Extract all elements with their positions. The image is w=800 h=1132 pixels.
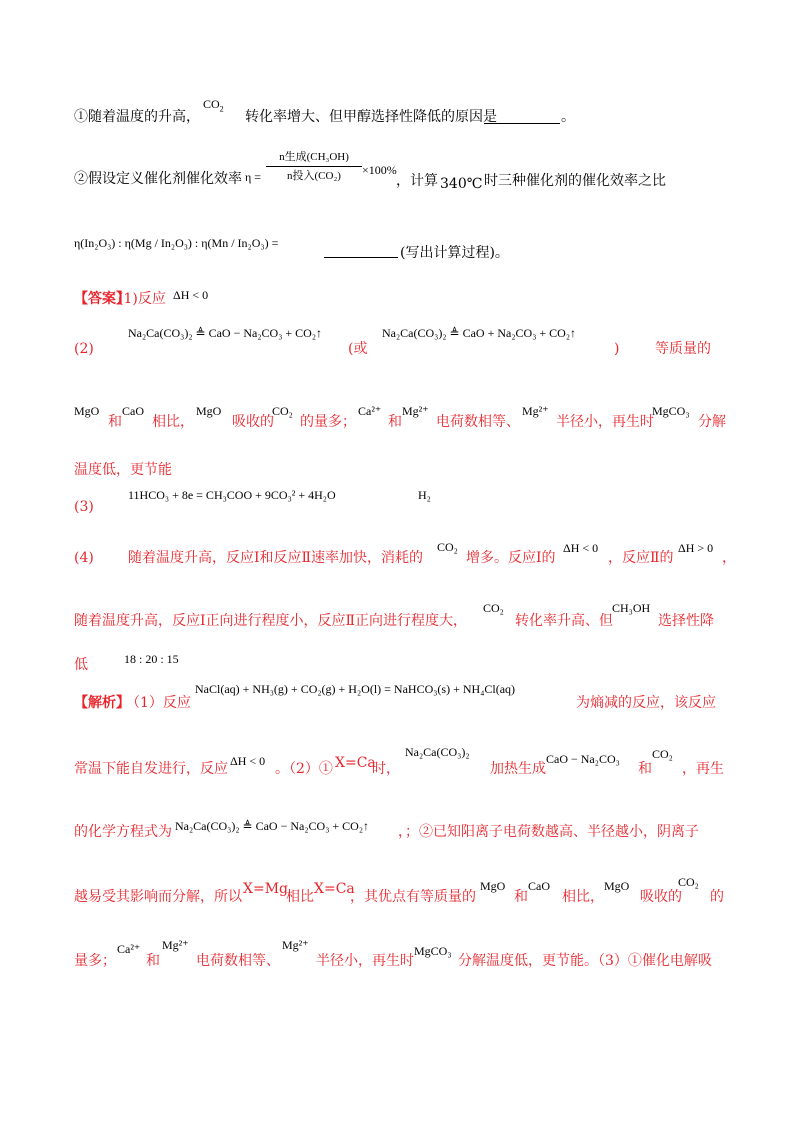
answer-2-equation-1: Na₂Ca(CO₃)₂ ≜ CaO − Na₂CO₃ + CO₂↑ [128,326,323,340]
analysis-l4d: 和 [514,889,528,905]
answer-4-line-2-ch3oh: CH₃OH [612,601,651,615]
answer-1: (1)反应 [118,291,166,307]
q1-answer-blank [484,109,560,124]
answer-4-line-2b: 转化率升高、但 [515,613,613,629]
q1-end: 。 [561,109,575,125]
analysis-l2d: 加热生成 [490,761,546,777]
a2-charge-equal: 电荷数相等、 [436,414,520,430]
a2-mgo: MgO [74,404,100,418]
a2-and: 和 [108,414,122,430]
analysis-l5a: 量多； [74,953,116,969]
q1-co2-formula: $CO_2$ [203,97,224,114]
analysis-l5c: 电荷数相等、 [196,953,280,969]
answer-2-close: ) [614,341,620,357]
analysis-l2-dh: ΔH < 0 [230,754,266,768]
analysis-l4e: 相比， [562,889,604,905]
q2-suffix2: 时三种催化剂的催化效率之比 [484,173,666,189]
answer-4-line-2c: 选择性降 [658,613,714,629]
analysis-l5e: 分解温度低，更节能。（3）①催化电解吸 [458,953,712,969]
analysis-l4-cao: CaO [528,879,550,893]
a2-cao: CaO [122,404,144,418]
answer-3-equation: 11HCO₃ + 8e = CH₃COO + 9CO₃² + 4H₂O [128,488,336,502]
analysis-l1a: （1）反应 [126,695,191,711]
analysis-l2a: 常温下能自发进行，反应 [74,761,228,777]
answer-1-formula: ΔH < 0 [173,288,209,302]
a2-compare: 相比， [152,414,194,430]
q2-ratio-suffix: (写出计算过程)。 [400,245,509,261]
answer-2-line-3: 温度低，更节能 [74,462,172,478]
answer-label: 【答案】 [74,291,130,307]
analysis-l5-ca: Ca²⁺ [117,942,141,956]
a2-decompose: 分解 [698,414,726,430]
analysis-l4-x2: X=Ca [314,881,355,897]
analysis-l4-mgo: MgO [480,879,506,893]
analysis-l4f: 吸收的 [640,889,682,905]
q1-prefix: ①随着温度的升高， [74,109,200,125]
q2-answer-blank [324,243,398,258]
analysis-l4a: 越易受其影响而分解，所以 [74,889,242,905]
analysis-l1-equation: NaCl(aq) + NH₃(g) + CO₂(g) + H₂O(l) = NaHCO₃(s) + NH₄Cl(aq) [195,682,516,696]
analysis-l2-product: CaO − Na₂CO₃ [546,752,620,766]
answer-4-dh2: ΔH > 0 [678,541,714,555]
a2-mgco3: MgCO₃ [652,404,690,418]
analysis-l4g: 的 [710,889,724,905]
analysis-l2c: 时， [372,761,400,777]
q2-prefix: ②假设定义催化剂催化效率 [74,171,242,187]
answer-4-co2: CO₂ [437,540,458,554]
answer-2-or: (或 [348,341,368,357]
q2-numerator: n生成(CH₃OH) [279,151,349,163]
answer-4-ratio: 18 : 20 : 15 [124,652,179,666]
a2-mgo-2: MgO [196,404,222,418]
analysis-l5d: 半径小，再生时 [316,953,414,969]
analysis-l4-mgo-2: MgO [604,879,630,893]
answer-3-number: (3) [74,499,94,515]
answer-4-text-3: ，反应Ⅱ的 [608,550,674,566]
q2-times-100: ×100% [362,163,397,177]
analysis-l4-co2: CO₂ [678,875,699,889]
q2-eta-eq: η = [245,170,262,184]
answer-3-h2: H₂ [418,488,431,502]
analysis-l2b: 。（2）① [275,761,333,777]
a2-ca-ion: Ca²⁺ [358,404,382,418]
analysis-l5-mg: Mg²⁺ [162,938,189,952]
answer-4-line-2a: 随着温度升高，反应Ⅰ正向进行程度小，反应Ⅱ正向进行程度大， [74,613,468,629]
q1-suffix: 转化率增大、但甲醇选择性降低的原因是 [245,109,497,125]
answer-2-equation-2: Na₂Ca(CO₃)₂ ≜ CaO + Na₂CO₃ + CO₂↑ [382,326,577,340]
analysis-l4-x1: X=Mg [243,881,288,897]
answer-4-text-4: ， [722,550,736,566]
answer-4-text-1: 随着温度升高，反应Ⅰ和反应Ⅱ速率加快，消耗的 [128,550,424,566]
analysis-l4c: ，其优点有等质量的 [350,889,476,905]
analysis-l3a: 的化学方程式为 [74,824,172,840]
analysis-l5-mg-2: Mg²⁺ [282,938,309,952]
analysis-label: 【解析】 [74,695,130,711]
answer-2-text-1: 等质量的 [655,341,711,357]
a2-absorb: 吸收的 [232,414,274,430]
analysis-l5-mgco3: MgCO₃ [414,944,452,958]
answer-4-line-3: 低 [74,657,88,673]
analysis-l2f: ，再生 [682,761,724,777]
a2-mg-ion: Mg²⁺ [402,404,429,418]
a2-more: 的量多； [300,414,356,430]
analysis-l1b: 为熵减的反应，该反应 [576,695,716,711]
answer-4-line-2-co2: CO₂ [483,601,504,615]
a2-radius: 半径小，再生时 [556,414,654,430]
answer-2-number: (2) [74,341,94,357]
analysis-l2-co2: CO₂ [652,747,673,761]
answer-4-number: (4) [74,550,94,566]
q2-fraction [266,150,362,183]
analysis-l2-x: X=Ca [335,755,376,771]
analysis-l2-compound: Na₂Ca(CO₃)₂ [405,745,470,759]
answer-4-text-2: 增多。反应Ⅰ的 [466,550,556,566]
a2-mg-ion-2: Mg²⁺ [522,404,549,418]
analysis-l3-equation: Na₂Ca(CO₃)₂ ≜ CaO − Na₂CO₃ + CO₂↑ [175,819,370,833]
q2-ratio-formula: η(In₂O₃) : η(Mg / In₂O₃) : η(Mn / In₂O₃) = [74,236,279,250]
fraction-bar [266,166,362,167]
analysis-l4b: 相比 [286,889,314,905]
q2-temp: 340℃ [440,176,483,192]
q2-suffix: ，计算 [396,173,438,189]
a2-co2: CO₂ [272,404,293,418]
answer-4-dh1: ΔH < 0 [563,541,599,555]
analysis-l2e: 和 [638,761,652,777]
analysis-l5b: 和 [146,953,160,969]
a2-and-2: 和 [388,414,402,430]
q2-denominator: n投入(CO₂) [287,170,341,182]
analysis-l3b: ，；②已知阳离子电荷数越高、半径越小，阴离子 [398,824,699,840]
